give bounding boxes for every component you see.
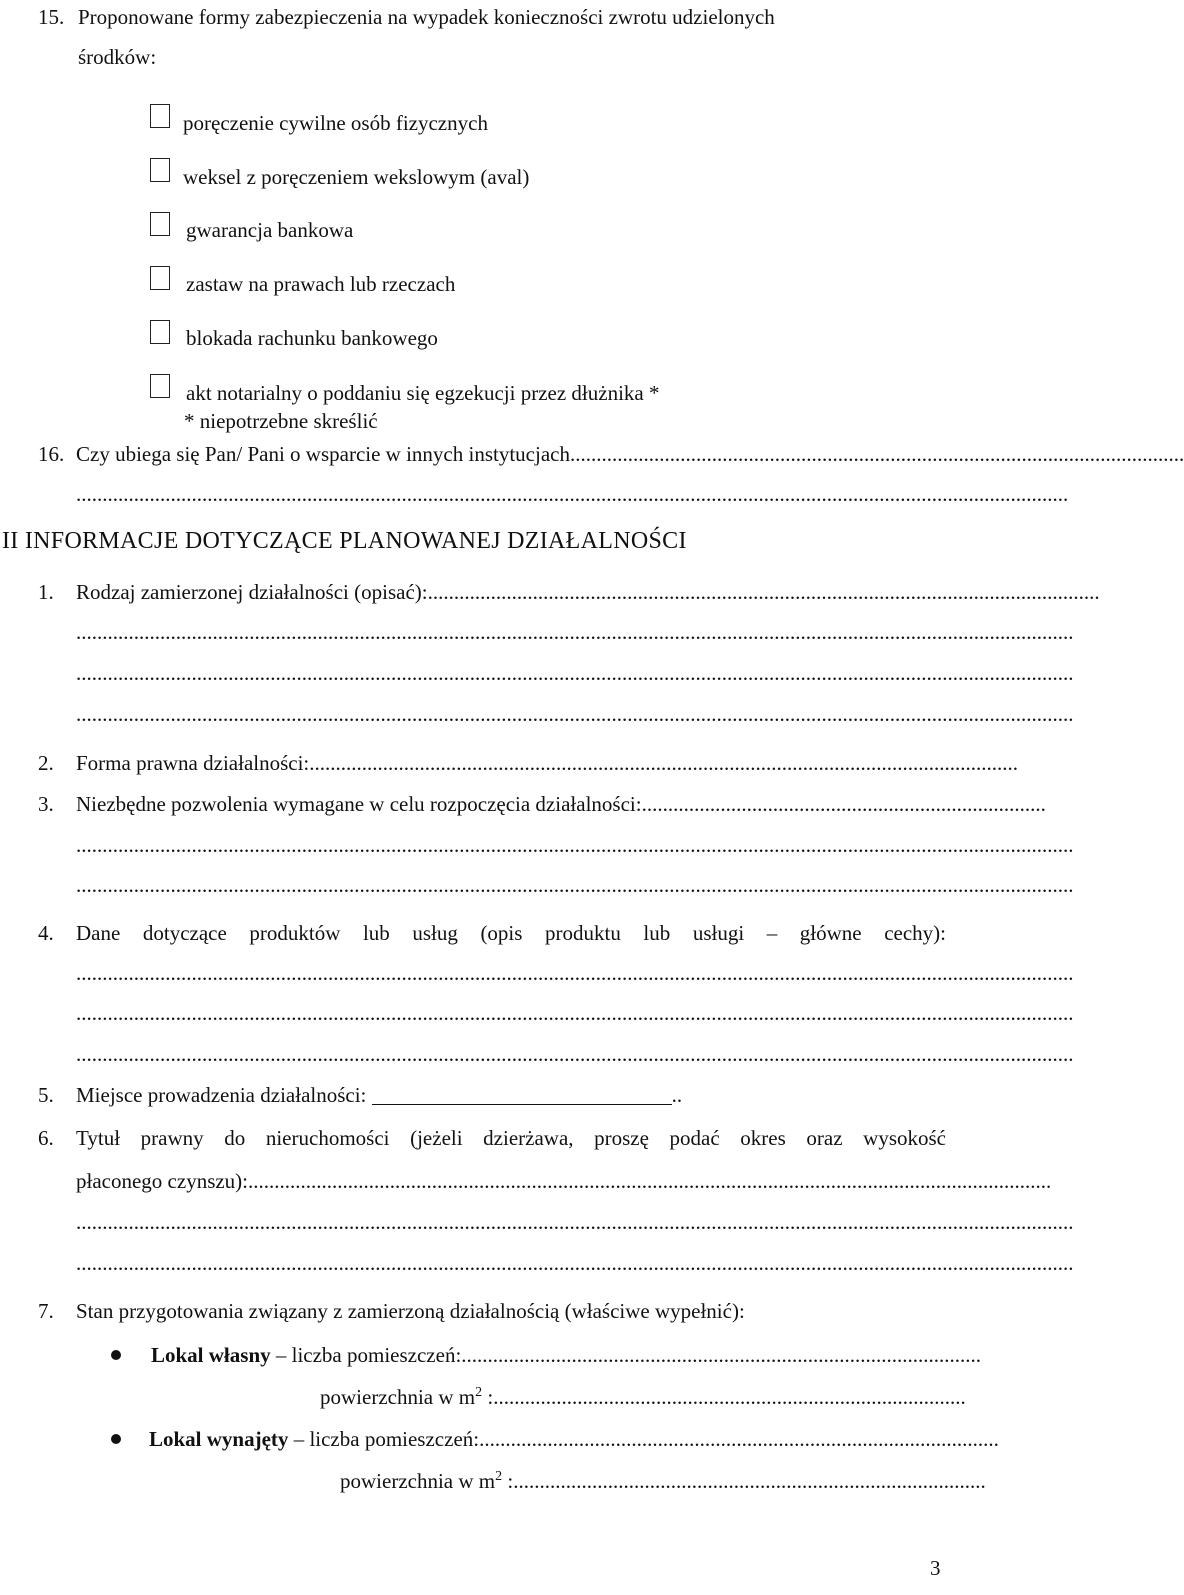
item-6-answer-line-2[interactable]: ..............................................................................................................................................................................................	[76, 1251, 1074, 1275]
lokal-wynajety-area-suffix: :	[507, 1469, 514, 1493]
item-1-number: 1.	[38, 580, 54, 604]
lokal-wynajety-area-label: powierzchnia w m	[340, 1469, 496, 1493]
lokal-wlasny-area-sup: 2	[475, 1385, 483, 1400]
item-5-label: Miejsce prowadzenia działalności:	[76, 1083, 367, 1107]
option-3-label: gwarancja bankowa	[186, 218, 354, 242]
q16-answer-line[interactable]: .............................................................................................................................................................................................	[76, 482, 1069, 506]
item-6-number: 6.	[38, 1126, 54, 1150]
lokal-wlasny-area-suffix: :	[487, 1385, 494, 1409]
option-5-label: blokada rachunku bankowego	[186, 326, 438, 350]
item-4-answer-line-3[interactable]: ..............................................................................................................................................................................................	[76, 1042, 1074, 1066]
item-2-field[interactable]: Forma prawna działalności:.......................................................................................................................................	[76, 751, 1019, 775]
item-3-answer-line-2[interactable]: ..............................................................................................................................................................................................	[76, 873, 1074, 897]
item-2-number: 2.	[38, 751, 54, 775]
item-1-answer-line-3[interactable]: ..............................................................................................................................................................................................	[76, 702, 1074, 726]
q15-title-line1: Proponowane formy zabezpieczenia na wypadek konieczności zwrotu udzielonych	[78, 5, 775, 29]
checkbox-option-1[interactable]	[150, 104, 170, 128]
lokal-wynajety-area-sup: 2	[495, 1469, 503, 1484]
item-7-number: 7.	[38, 1299, 54, 1323]
item-1-field[interactable]: Rodzaj zamierzonej działalności (opisać):................................................................................................................................	[76, 580, 1100, 604]
item-1-answer-line-2[interactable]: ..............................................................................................................................................................................................	[76, 661, 1074, 685]
item-5-underline	[372, 1084, 672, 1105]
q15-title-line2: środków:	[78, 45, 157, 69]
item-2-label: Forma prawna działalności:	[76, 751, 310, 775]
lokal-wlasny-rooms-label: – liczba pomieszczeń:	[275, 1343, 462, 1367]
item-3-label: Niezbędne pozwolenia wymagane w celu rozpoczęcia działalności:	[76, 792, 642, 816]
option-6-label: akt notarialny o poddaniu się egzekucji przez dłużnika *	[186, 381, 660, 405]
item-6-answer-line-1[interactable]: ..............................................................................................................................................................................................	[76, 1210, 1074, 1234]
lokal-wynajety-rooms-label: – liczba pomieszczeń:	[293, 1427, 480, 1451]
option-1-label: poręczenie cywilne osób fizycznych	[183, 111, 488, 135]
item-6-label-line2: płaconego czynszu):	[76, 1169, 249, 1193]
item-4-label: Dane dotyczące produktów lub usług (opis produktu lub usługi – główne cechy):	[76, 921, 946, 945]
item-4-number: 4.	[38, 921, 54, 945]
bullet-lokal-wynajety	[111, 1434, 121, 1444]
item-5-field[interactable]: Miejsce prowadzenia działalności: ..	[76, 1083, 683, 1107]
item-3-answer-line-1[interactable]: ..............................................................................................................................................................................................	[76, 833, 1074, 857]
checkbox-option-4[interactable]	[150, 266, 170, 290]
lokal-wlasny-label: Lokal własny	[151, 1343, 271, 1367]
q16-number: 16.	[38, 442, 65, 466]
section-heading: II INFORMACJE DOTYCZĄCE PLANOWANEJ DZIAŁALNOŚCI	[2, 528, 687, 554]
bullet-lokal-wlasny	[111, 1350, 121, 1360]
item-6-label-line1: Tytuł prawny do nieruchomości (jeżeli dzierżawa, proszę podać okres oraz wysokość	[76, 1126, 946, 1150]
item-6-field[interactable]: płaconego czynszu):.........................................................................................................................................................	[76, 1169, 1052, 1193]
lokal-wlasny-area-label: powierzchnia w m	[320, 1385, 476, 1409]
page-number: 3	[930, 1556, 941, 1580]
item-1-label: Rodzaj zamierzonej działalności (opisać):	[76, 580, 428, 604]
lokal-wynajety-rooms-field[interactable]: Lokal wynajęty – liczba pomieszczeń:...................................................................................................	[149, 1427, 999, 1451]
item-1-answer-line-1[interactable]: ..............................................................................................................................................................................................	[76, 620, 1074, 644]
checkbox-option-5[interactable]	[150, 320, 170, 344]
footnote: * niepotrzebne skreślić	[184, 409, 378, 433]
option-2-label: weksel z poręczeniem wekslowym (aval)	[183, 165, 530, 189]
lokal-wlasny-area-field[interactable]: powierzchnia w $m^2$ :..........................................................................................	[320, 1385, 966, 1409]
lokal-wynajety-area-field[interactable]: powierzchnia w $m^2$ :..........................................................................................	[340, 1469, 986, 1493]
lokal-wynajety-label: Lokal wynajęty	[149, 1427, 289, 1451]
item-3-field[interactable]: Niezbędne pozwolenia wymagane w celu rozpoczęcia działalności:.............................................................................	[76, 792, 1046, 816]
option-4-label: zastaw na prawach lub rzeczach	[186, 272, 456, 296]
checkbox-option-3[interactable]	[150, 212, 170, 236]
checkbox-option-6[interactable]	[150, 374, 170, 398]
item-7-label: Stan przygotowania związany z zamierzoną działalnością (właściwe wypełnić):	[76, 1299, 745, 1323]
q15-number: 15.	[38, 5, 65, 29]
item-4-answer-line-2[interactable]: ..............................................................................................................................................................................................	[76, 1001, 1074, 1025]
item-4-answer-line-1[interactable]: ..............................................................................................................................................................................................	[76, 961, 1074, 985]
q16-field[interactable]: Czy ubiega się Pan/ Pani o wsparcie w innych instytucjach.....................................................................................................................	[76, 442, 1184, 466]
checkbox-option-2[interactable]	[150, 158, 170, 182]
item-5-number: 5.	[38, 1083, 54, 1107]
item-3-number: 3.	[38, 792, 54, 816]
lokal-wlasny-rooms-field[interactable]: Lokal własny – liczba pomieszczeń:...................................................................................................	[151, 1343, 982, 1367]
q16-question: Czy ubiega się Pan/ Pani o wsparcie w innych instytucjach	[76, 442, 570, 466]
